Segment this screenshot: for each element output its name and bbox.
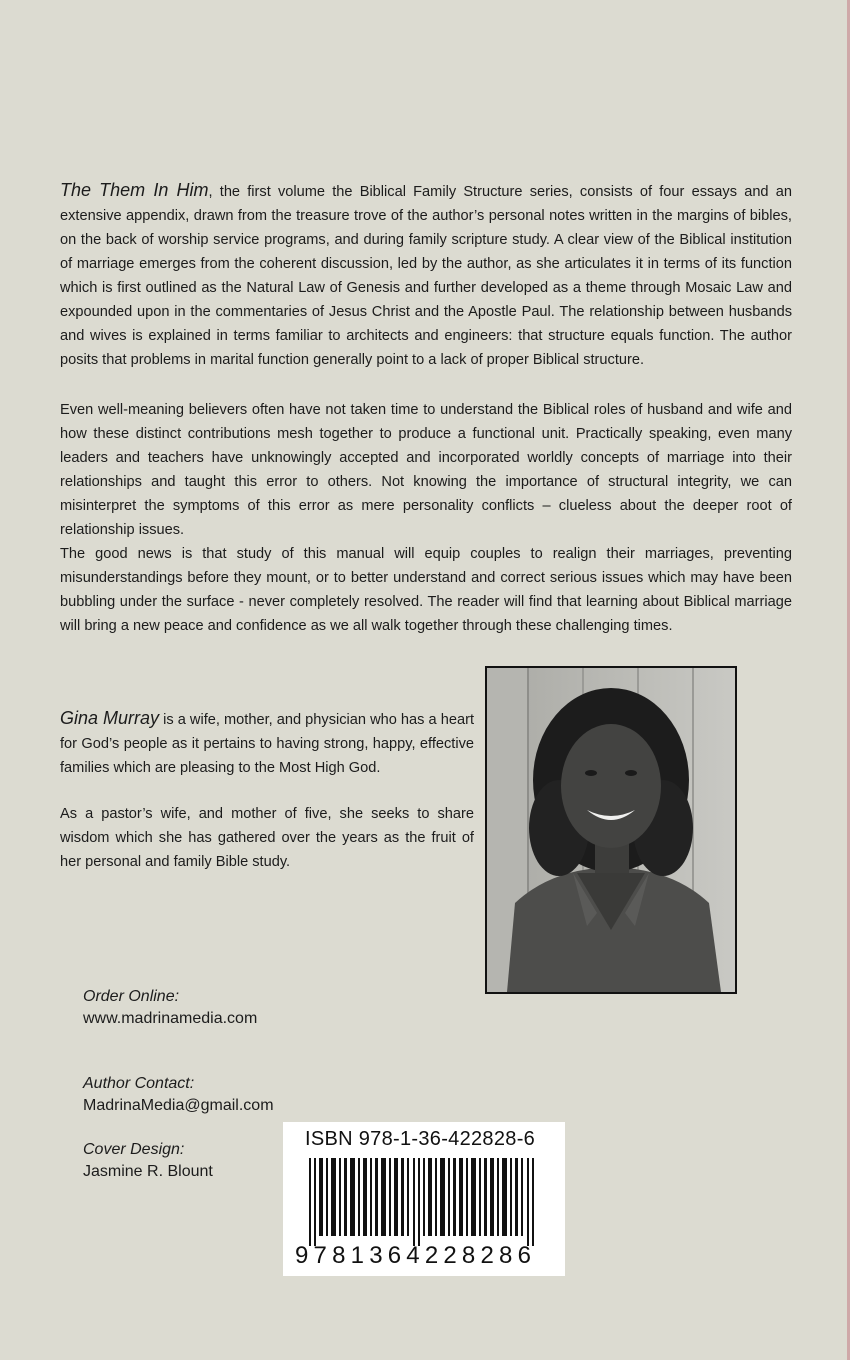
order-online-label: Order Online: [83,988,180,1005]
author-bio-1 [60,706,474,780]
blurb-paragraph-2: Even well-meaning believers often have not taken time to understand the Biblical roles of husband and wife and how these distinct contributions mesh together to produce a functional unit. Practically speaking, even many leaders and teachers have unknowingly accepted and incorporated worldly concepts of marriage into their relationships and taught this error to others. Not knowing the importance of structural integrity, we can misinterpret the symptoms of this error as mere personality conflicts – clueless about the deeper root of relationship issues. [60,402,792,538]
author-name: Gina Murray [60,708,160,728]
barcode-digits: 9781364228286 [295,1242,537,1269]
book-title: The Them In Him [60,180,209,200]
blurb-paragraph-1-text: , the first volume the Biblical Family Structure series, consists of four essays and an extensive appendix, drawn from the treasure trove of the author’s personal notes written in the margins of bibles, on the back of worship service programs, and during family scripture study. A clear view of the Biblical institution of marriage emerges from the coherent discussion, led by the author, as she articulates it in terms of its function which is first outlined as the Natural Law of Genesis and further developed as a theme through Mosaic Law and expounded upon in the commentaries of Jesus Christ and the Apostle Paul. The relationship between husbands and wives is explained in terms familiar to architects and engineers: that structure equals function. The author posits that problems in marital function generally point to a lack of proper Biblical structure. [60,184,792,368]
author-contact-label: Author Contact: [83,1075,195,1092]
order-online-url[interactable]: www.madrinamedia.com [83,1010,258,1027]
author-photo [485,666,737,994]
author-contact-email[interactable]: MadrinaMedia@gmail.com [83,1097,274,1114]
author-bio-1-text: is a wife, mother, and physician who has a heart for God’s people as it pertains to having strong, happy, effective families which are pleasing to the Most High God. [60,712,474,776]
cover-designer-name: Jasmine R. Blount [83,1163,213,1180]
author-bio-2: As a pastor’s wife, and mother of five, she seeks to share wisdom which she has gathered over the years as the fruit of her personal and family Bible study. [60,806,474,870]
author-portrait-illustration [487,668,735,992]
isbn-barcode [283,1122,565,1276]
blurb-paragraph-3: The good news is that study of this manual will equip couples to realign their marriages, preventing misunderstandings before they mount, or to better understand and correct serious issues which may have been bubbling under the surface - never completely resolved. The reader will find that learning about Biblical marriage will bring a new peace and confidence as we all walk together through these challenging times. [60,546,792,634]
isbn-number: ISBN 978-1-36-422828-6 [305,1128,536,1150]
cover-design-label: Cover Design: [83,1141,185,1158]
barcode-bars [309,1158,539,1246]
blurb-paragraph-1 [60,178,792,372]
